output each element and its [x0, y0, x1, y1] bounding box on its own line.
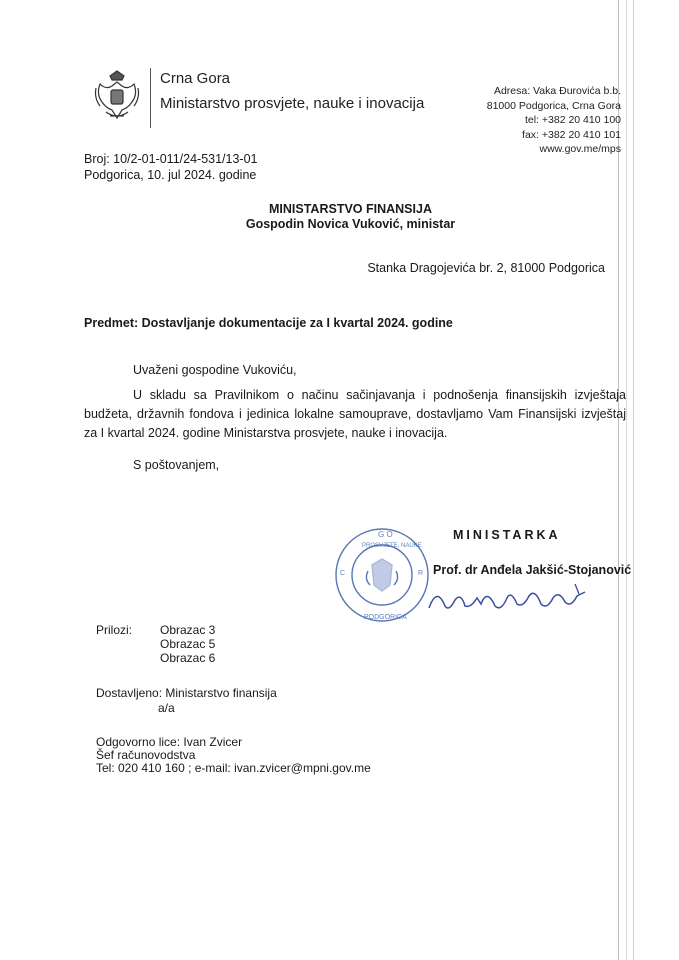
- salutation: Uvaženi gospodine Vukoviću,: [133, 363, 297, 377]
- handwritten-signature-icon: [425, 578, 595, 620]
- reference-block: [84, 151, 258, 183]
- place-date: Podgorica, 10. jul 2024. godine: [84, 168, 257, 182]
- responsible-role: Šef računovodstva: [96, 748, 196, 762]
- contact-block: [96, 736, 371, 775]
- attachments-label: Prilozi:: [96, 623, 133, 637]
- scan-artifact-line: [633, 0, 634, 960]
- svg-text:G O: G O: [378, 530, 393, 539]
- archive-note: a/a: [158, 701, 175, 715]
- signatory-name: Prof. dr Anđela Jakšić-Stojanović: [433, 563, 632, 577]
- svg-text:C: C: [340, 570, 346, 577]
- header-divider: [150, 68, 151, 128]
- responsible-person: Odgovorno lice: Ivan Zvicer: [96, 735, 243, 749]
- coat-of-arms-icon: [92, 68, 142, 124]
- city-line: 81000 Podgorica, Crna Gora: [486, 99, 621, 112]
- svg-text:PROSVJETE, NAUKE: PROSVJETE, NAUKE: [362, 543, 422, 549]
- phone-line: tel: +382 20 410 100: [524, 114, 621, 126]
- country-name: Crna Gora: [160, 70, 231, 87]
- signatory-title: MINISTARKA: [453, 528, 561, 542]
- contact-phone-email: Tel: 020 410 160 ; e-mail: ivan.zvicer@mpni.gov.me: [96, 761, 371, 775]
- address-line: Adresa: Vaka Đurovića b.b.: [493, 85, 621, 97]
- attachment-item: Obrazac 3: [160, 623, 216, 637]
- delivered-block: [96, 686, 277, 716]
- attachment-item: Obrazac 6: [160, 651, 216, 665]
- letter-body: U skladu sa Pravilnikom o načinu sačinjavanja i podnošenja finansijskih izvještaja budžeta, državnih fondova i jedinica lokalne samouprave, dostavljamo Vam Finansijski izvještaj za I kvartal 2024. godine Ministarstva prosvjete, nauke i inovacija.: [84, 388, 626, 440]
- recipient-institution: MINISTARSTVO FINANSIJA: [269, 202, 432, 216]
- subject-line: Predmet: Dostavljanje dokumentacije za I kvartal 2024. godine: [84, 316, 453, 330]
- ministry-address-block: [487, 84, 621, 157]
- attachment-item: Obrazac 5: [160, 637, 216, 651]
- attachments-list: [160, 623, 215, 665]
- scan-artifact-line: [626, 0, 627, 960]
- svg-text:PODGORICA: PODGORICA: [364, 614, 407, 621]
- delivered-to: Dostavljeno: Ministarstvo finansija: [96, 686, 277, 700]
- recipient-address: Stanka Dragojevića br. 2, 81000 Podgorica: [367, 261, 605, 275]
- website-link[interactable]: www.gov.me/mps: [539, 143, 621, 155]
- closing: S poštovanjem,: [133, 458, 220, 472]
- official-seal-icon: [332, 525, 432, 625]
- recipient-person: Gospodin Novica Vuković, ministar: [245, 217, 456, 231]
- recipient-block: [0, 202, 679, 232]
- fax-line: fax: +382 20 410 101: [522, 128, 621, 141]
- svg-text:R: R: [418, 570, 424, 577]
- ministry-name: Ministarstvo prosvjete, nauke i inovacija: [160, 95, 425, 112]
- reference-number: Broj: 10/2-01-011/24-531/13-01: [84, 152, 258, 166]
